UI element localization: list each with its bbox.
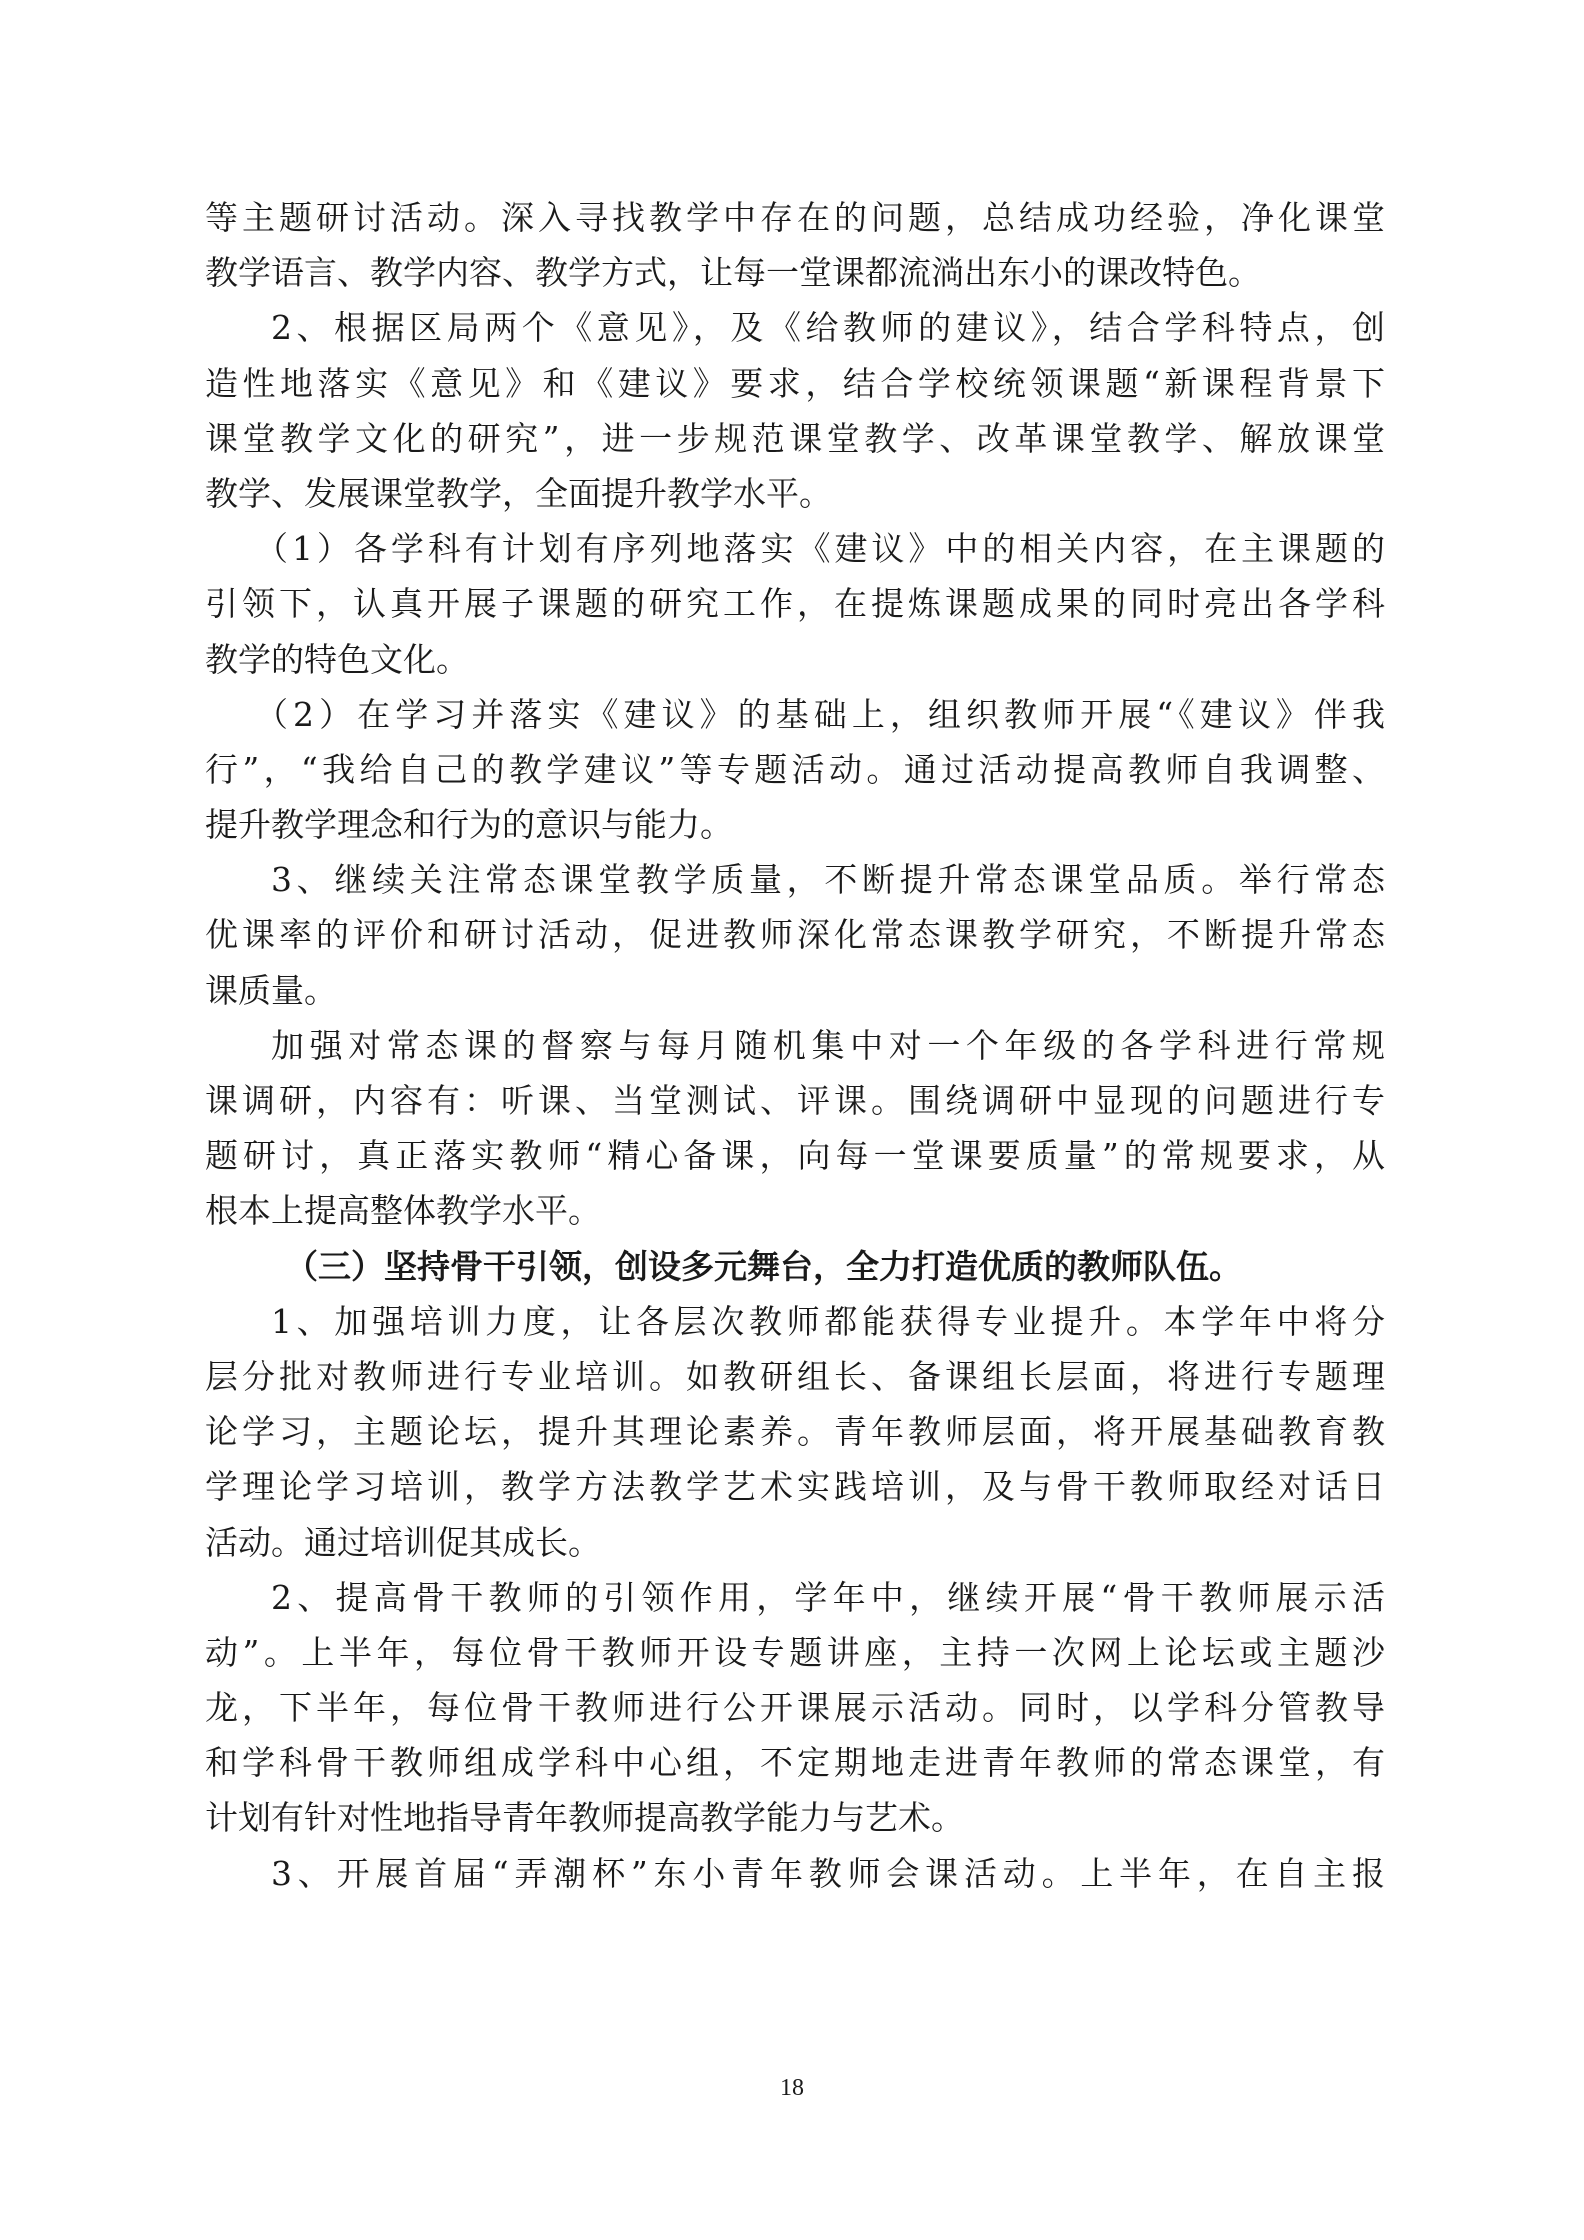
text-line: 课质量。	[205, 970, 337, 1010]
text-line: 活动。通过培训促其成长。	[205, 1522, 601, 1562]
text-line: 提升教学理念和行为的意识与能力。	[205, 805, 733, 845]
text-line: 教学语言、教学内容、教学方式，让每一堂课都流淌出东小的课改特色。	[205, 253, 1261, 293]
text-line: 课堂教学文化的研究”，进一步规范课堂教学、改革课堂教学、解放课堂	[205, 418, 1385, 458]
text-line: 题研讨，真正落实教师“精心备课，向每一堂课要质量”的常规要求，从	[205, 1136, 1385, 1176]
text-line: 计划有针对性地指导青年教师提高教学能力与艺术。	[205, 1798, 964, 1838]
text-line: 教学的特色文化。	[205, 639, 469, 679]
text-line: 和学科骨干教师组成学科中心组，不定期地走进青年教师的常态课堂，有	[205, 1743, 1385, 1783]
text-line: 2、根据区局两个《意见》，及《给教师的建议》，结合学科特点，创	[271, 308, 1385, 348]
text-line: 引领下，认真开展子课题的研究工作，在提炼课题成果的同时亮出各学科	[205, 584, 1385, 624]
text-line: 龙，下半年，每位骨干教师进行公开课展示活动。同时，以学科分管教导	[205, 1688, 1385, 1728]
page-number: 18	[780, 2075, 804, 2101]
text-line: 论学习，主题论坛，提升其理论素养。青年教师层面，将开展基础教育教	[205, 1412, 1385, 1452]
text-line: 1、加强培训力度，让各层次教师都能获得专业提升。本学年中将分	[271, 1301, 1385, 1341]
text-line: 行”，“我给自己的教学建议”等专题活动。通过活动提高教师自我调整、	[205, 749, 1385, 789]
text-line: 2、提高骨干教师的引领作用，学年中，继续开展“骨干教师展示活	[271, 1577, 1385, 1617]
text-line: （2）在学习并落实《建议》的基础上，组织教师开展“《建议》伴我	[255, 694, 1385, 734]
text-line: 动”。上半年，每位骨干教师开设专题讲座，主持一次网上论坛或主题沙	[205, 1632, 1385, 1672]
text-line: 3、继续关注常态课堂教学质量，不断提升常态课堂品质。举行常态	[271, 860, 1385, 900]
text-line: 课调研，内容有：听课、当堂测试、评课。围绕调研中显现的问题进行专	[205, 1081, 1385, 1120]
text-line: 层分批对教师进行专业培训。如教研组长、备课组长层面，将进行专题理	[205, 1356, 1385, 1396]
text-line: 加强对常态课的督察与每月随机集中对一个年级的各学科进行常规	[271, 1025, 1385, 1065]
text-line: （1）各学科有计划有序列地落实《建议》中的相关内容，在主课题的	[255, 529, 1385, 569]
text-line: 等主题研讨活动。深入寻找教学中存在的问题，总结成功经验，净化课堂	[205, 198, 1385, 237]
text-line: 学理论学习培训，教学方法教学艺术实践培训，及与骨干教师取经对话日	[205, 1467, 1385, 1507]
text-line: 造性地落实《意见》和《建议》要求，结合学校统领课题“新课程背景下	[205, 363, 1385, 403]
text-line: 3、开展首届“弄潮杯”东小青年教师会课活动。上半年，在自主报	[271, 1853, 1385, 1893]
section-heading: （三）坚持骨干引领，创设多元舞台，全力打造优质的教师队伍。	[285, 1246, 1242, 1286]
text-line: 根本上提高整体教学水平。	[205, 1191, 601, 1231]
text-line: 优课率的评价和研讨活动，促进教师深化常态课教学研究，不断提升常态	[205, 915, 1385, 955]
text-line: 教学、发展课堂教学，全面提升教学水平。	[205, 473, 832, 513]
document-body	[205, 190, 1385, 1901]
